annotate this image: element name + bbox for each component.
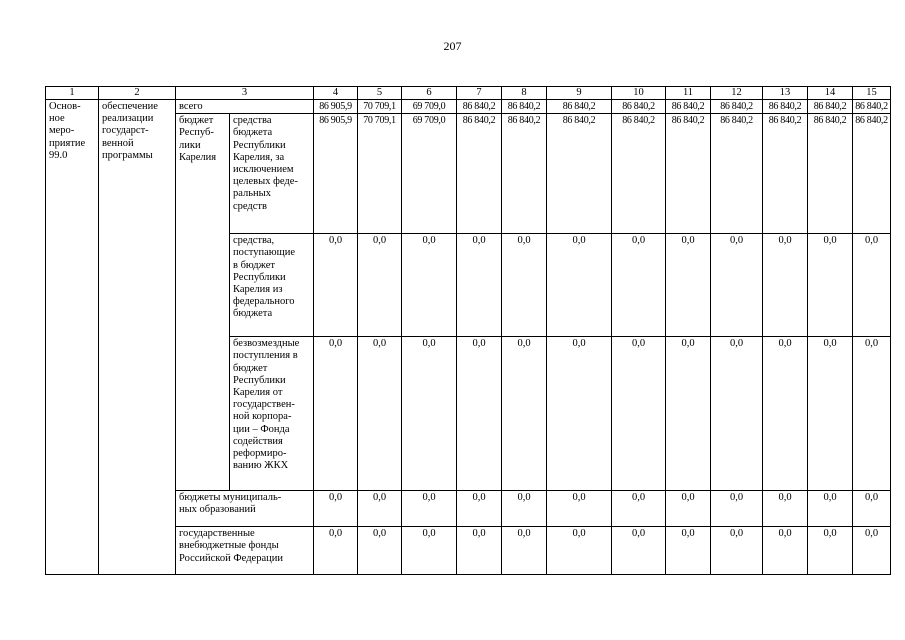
- value-cell: 86 840,2: [457, 100, 502, 114]
- row-label-budget-gratuitous: безвозмездные поступления в бюджет Республики Карелия от государствен- ной корпора- ции – Фонда содействия реформиро- ванию ЖКХ: [230, 337, 314, 491]
- value-cell: 0,0: [853, 337, 891, 491]
- value-cell: 0,0: [314, 234, 358, 337]
- value-cell: 0,0: [457, 337, 502, 491]
- value-cell: 86 840,2: [666, 100, 711, 114]
- header-cell: 12: [711, 87, 763, 100]
- value-cell: 86 840,2: [808, 100, 853, 114]
- value-cell: 70 709,1: [358, 100, 402, 114]
- value-cell: 0,0: [547, 527, 612, 575]
- value-cell: 0,0: [457, 491, 502, 527]
- header-cell: 10: [612, 87, 666, 100]
- value-cell: 0,0: [711, 337, 763, 491]
- value-cell: 0,0: [547, 234, 612, 337]
- value-cell: 0,0: [358, 491, 402, 527]
- value-cell: 0,0: [502, 491, 547, 527]
- value-cell: 0,0: [808, 234, 853, 337]
- value-cell: 0,0: [547, 337, 612, 491]
- value-cell: 86 840,2: [612, 100, 666, 114]
- value-cell: 0,0: [808, 337, 853, 491]
- value-cell: 86 905,9: [314, 100, 358, 114]
- header-cell: 1: [46, 87, 99, 100]
- header-cell: 7: [457, 87, 502, 100]
- value-cell: 86 840,2: [711, 100, 763, 114]
- header-cell: 4: [314, 87, 358, 100]
- value-cell: 86 840,2: [711, 114, 763, 234]
- value-cell: 0,0: [711, 491, 763, 527]
- header-cell: 14: [808, 87, 853, 100]
- row-label-total: всего: [176, 100, 314, 114]
- header-cell: 6: [402, 87, 457, 100]
- header-cell: 15: [853, 87, 891, 100]
- value-cell: 0,0: [502, 527, 547, 575]
- value-cell: 0,0: [314, 527, 358, 575]
- value-cell: 0,0: [711, 234, 763, 337]
- value-cell: 0,0: [402, 527, 457, 575]
- value-cell: 0,0: [402, 491, 457, 527]
- value-cell: 70 709,1: [358, 114, 402, 234]
- header-cell: 13: [763, 87, 808, 100]
- value-cell: 0,0: [763, 491, 808, 527]
- value-cell: 0,0: [358, 527, 402, 575]
- row-label-budget-federal: средства, поступающие в бюджет Республики Карелия из федерального бюджета: [230, 234, 314, 337]
- value-cell: 0,0: [457, 234, 502, 337]
- value-cell: 0,0: [853, 527, 891, 575]
- value-cell: 0,0: [763, 337, 808, 491]
- row-label-state-funds: государственные внебюджетные фонды Российской Федерации: [176, 527, 314, 575]
- header-cell: 9: [547, 87, 612, 100]
- value-cell: 0,0: [612, 491, 666, 527]
- value-cell: 86 840,2: [547, 100, 612, 114]
- value-cell: 0,0: [808, 491, 853, 527]
- value-cell: 0,0: [314, 491, 358, 527]
- row-label-municipal: бюджеты муниципаль- ных образований: [176, 491, 314, 527]
- header-cell: 5: [358, 87, 402, 100]
- value-cell: 0,0: [808, 527, 853, 575]
- value-cell: 0,0: [666, 337, 711, 491]
- value-cell: 86 840,2: [547, 114, 612, 234]
- value-cell: 0,0: [853, 491, 891, 527]
- value-cell: 0,0: [358, 234, 402, 337]
- value-cell: 86 840,2: [502, 114, 547, 234]
- value-cell: 69 709,0: [402, 100, 457, 114]
- value-cell: 0,0: [763, 234, 808, 337]
- value-cell: 0,0: [666, 491, 711, 527]
- value-cell: 0,0: [612, 527, 666, 575]
- value-cell: 0,0: [612, 234, 666, 337]
- value-cell: 69 709,0: [402, 114, 457, 234]
- value-cell: 86 840,2: [853, 114, 891, 234]
- value-cell: 86 840,2: [457, 114, 502, 234]
- value-cell: 86 840,2: [853, 100, 891, 114]
- row-label-budget-rk: бюджет Респуб- лики Карелия: [176, 114, 230, 491]
- value-cell: 0,0: [711, 527, 763, 575]
- value-cell: 0,0: [853, 234, 891, 337]
- value-cell: 0,0: [502, 234, 547, 337]
- value-cell: 86 840,2: [763, 114, 808, 234]
- value-cell: 86 840,2: [502, 100, 547, 114]
- value-cell: 0,0: [547, 491, 612, 527]
- value-cell: 86 840,2: [763, 100, 808, 114]
- value-cell: 0,0: [402, 234, 457, 337]
- value-cell: 86 905,9: [314, 114, 358, 234]
- value-cell: 0,0: [314, 337, 358, 491]
- value-cell: 0,0: [358, 337, 402, 491]
- row-label-budget-own: средства бюджета Республики Карелия, за исключением целевых феде- ральных средств: [230, 114, 314, 234]
- value-cell: 0,0: [502, 337, 547, 491]
- header-cell: 3: [176, 87, 314, 100]
- value-cell: 86 840,2: [612, 114, 666, 234]
- value-cell: 0,0: [763, 527, 808, 575]
- header-cell: 2: [99, 87, 176, 100]
- value-cell: 0,0: [666, 234, 711, 337]
- value-cell: 86 840,2: [808, 114, 853, 234]
- activity-name: Основ- ное меро- приятие 99.0: [46, 100, 99, 575]
- budget-table: [45, 86, 891, 575]
- page-number: 207: [443, 39, 462, 53]
- activity-purpose: обеспечение реализации государст- венной программы: [99, 100, 176, 575]
- value-cell: 0,0: [457, 527, 502, 575]
- header-cell: 8: [502, 87, 547, 100]
- header-row: [46, 87, 891, 100]
- value-cell: 0,0: [402, 337, 457, 491]
- value-cell: 86 840,2: [666, 114, 711, 234]
- value-cell: 0,0: [666, 527, 711, 575]
- table-row-total: [46, 100, 891, 114]
- header-cell: 11: [666, 87, 711, 100]
- value-cell: 0,0: [612, 337, 666, 491]
